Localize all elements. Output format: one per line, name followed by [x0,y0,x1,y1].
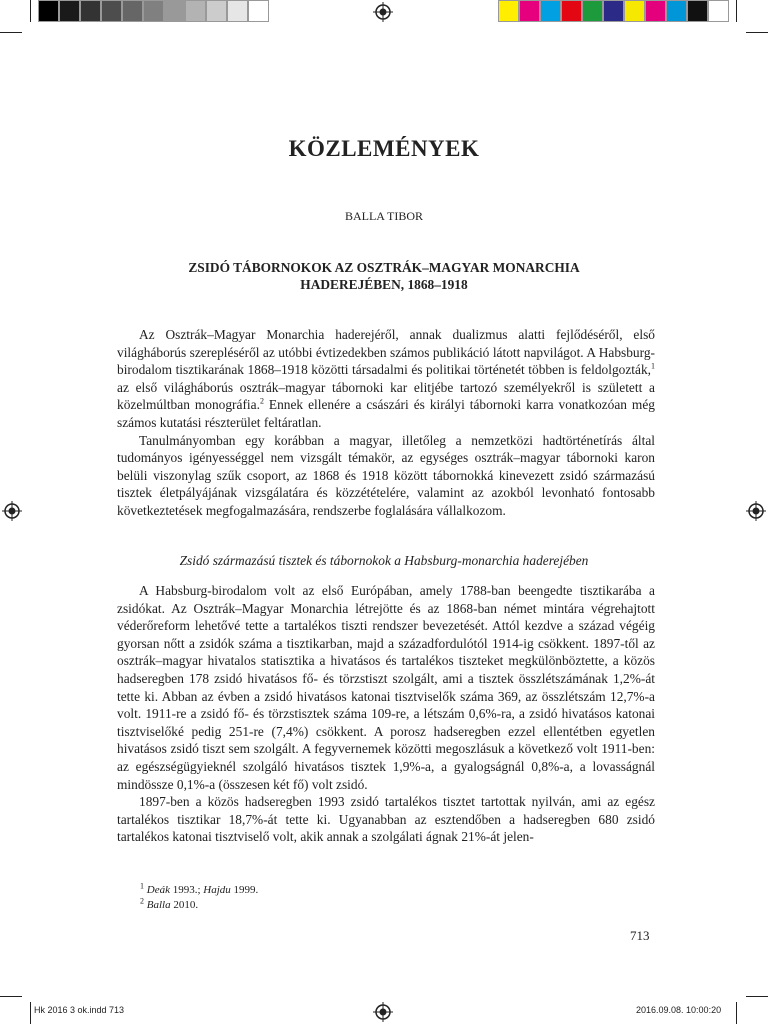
color-swatch [708,0,729,22]
color-swatch [582,0,603,22]
slug-filename: Hk 2016 3 ok.indd 713 [34,1005,125,1015]
crop-mark-bottom-right-vertical [736,1002,737,1024]
crop-mark-bottom-left-vertical [30,1002,31,1024]
color-swatch [645,0,666,22]
paragraph: Az Osztrák–Magyar Monarchia haderejéről, annak dualizmus alatti fejlődéséről, első világháborús szerepléséről az utóbbi évtizedekben számos publikáció látott napvilágot. A Habsburg-birodalom tisztikarának 1868–1918 közötti társadalmi és politikai történetét többen is feldolgozták,$^1$ az első világháborús osztrák–magyar tábornoki kar elitjébe tartozó személyekről is született a közelmúltban monográfia.$^2$ Ennek ellenére a császári és királyi tábornoki karra vonatkozóan még számos kutatási részterület feltáratlan. [117,327,655,430]
footnote-ref: 1 [651,361,655,371]
footnote-1: $^1$ Deák 1993.; Hajdu 1999. [140,881,259,896]
crop-mark-top-right [746,32,768,33]
body-text [117,582,655,846]
color-swatch [80,0,101,22]
footnote-ref: 2 [259,396,264,406]
slug-datetime: 2016.09.08. 10:00:20 [636,1005,722,1015]
subheading: Zsidó származású tisztek és tábornokok a Habsburg-monarchia haderejében [179,553,589,568]
paragraph: A Habsburg-birodalom volt az első Európában, amely 1788-ban beengedte tisztikarába a zsidókat. Az Osztrák–Magyar Monarchia létrejötte és az 1868-ban német mintára végrehajtott véderőreform lehetővé tette a tartalékos tiszti rendszer bevezetését. Attól kezdve a század végéig gyorsan nőtt a zsidók száma a tisztikarban, majd a századfordulótól 1914-ig csökkent. 1897-től az osztrák–magyar hivatalos statisztika a hivatásos és tartalékos tiszteket megkülönböztette, a közös hadseregben 178 zsidó hivatásos fő- és törzstiszt szolgált, ami a tisztek összlétszámának 1,2%-át tette ki. Abban az évben a zsidó hivatásos katonai tisztviselők száma 369, az összlétszám 12,7%-a volt. 1911-re a zsidó fő- és törzstisztek száma 109-re, a létszám 0,6%-ra, a zsidó hivatásos katonai tisztviselőké pedig 251-re (7,4%) csökkent. A porosz hadseregben ezzel ellentétben egyetlen hivatásos zsidó tiszt sem szolgált. A fegyvernemek közötti megoszlásuk a következő volt 1911-ben: az egészségügyieknél szolgáló hivatásos tisztek 1,9%-a, a gyalogságnál 0,8%-a, a lovasságnál mindössze 0,1%-a (összesen két fő) volt zsidó. [117,583,655,792]
color-swatch [561,0,582,22]
crop-mark-bottom-right [746,996,768,997]
intro-text [117,326,655,520]
color-swatch [603,0,624,22]
registration-mark-icon [373,1002,393,1022]
color-swatch [227,0,248,22]
color-swatch [519,0,540,22]
color-swatch [687,0,708,22]
crop-mark-top-left-vertical [30,0,31,22]
footnote-2: $^2$ Balla 2010. [140,896,199,911]
crop-mark-bottom-left [0,996,22,997]
crop-mark-top-right-vertical [736,0,737,22]
color-swatch [122,0,143,22]
paragraph: Tanulmányomban egy korábban a magyar, illetőleg a nemzetközi hadtörténetírás által tudományos igényességgel nem vizsgált témakör, az egységes osztrák–magyar tábornoki karon belüli viszonylag szűk csoport, az 1868 és 1918 között tábornokká kinevezett zsidó származású tisztek életpályájának vizsgálatára és közzétételére, valamint az azokból levonható fontosabb következtetések megfogalmazására, rendszerbe foglalására vállalkozom. [117,432,655,518]
color-swatch [206,0,227,22]
color-swatch [624,0,645,22]
author-name: BALLA TIBOR [344,209,424,223]
color-swatch [164,0,185,22]
color-swatch [143,0,164,22]
article-title-line-1: ZSIDÓ TÁBORNOKOK AZ OSZTRÁK–MAGYAR MONARCHIA [188,260,580,275]
crop-mark-top-left [0,32,22,33]
color-swatch [59,0,80,22]
article-title-line-2: HADEREJÉBEN, 1868–1918 [300,277,468,292]
color-swatch [38,0,59,22]
color-swatch [666,0,687,22]
color-swatch [185,0,206,22]
page-number: 713 [630,928,650,943]
color-swatch [498,0,519,22]
color-swatch [101,0,122,22]
registration-mark-icon [373,2,393,22]
article-title [0,259,768,293]
color-swatch [540,0,561,22]
section-heading: KÖZLEMÉNYEK [288,136,480,161]
paragraph: 1897-ben a közös hadseregben 1993 zsidó tartalékos tisztet tartottak nyilván, ami az egész tartalékos tisztikar 18,7%-át tette ki. Ugyanabban az esztendőben a hadseregben 680 zsidó tartalékos katonai tisztviselő volt, akik annak a szolgálati ágnak 21%-át jelen- [117,794,655,845]
registration-mark-icon [2,501,22,521]
registration-mark-icon [746,501,766,521]
color-swatch [248,0,269,22]
